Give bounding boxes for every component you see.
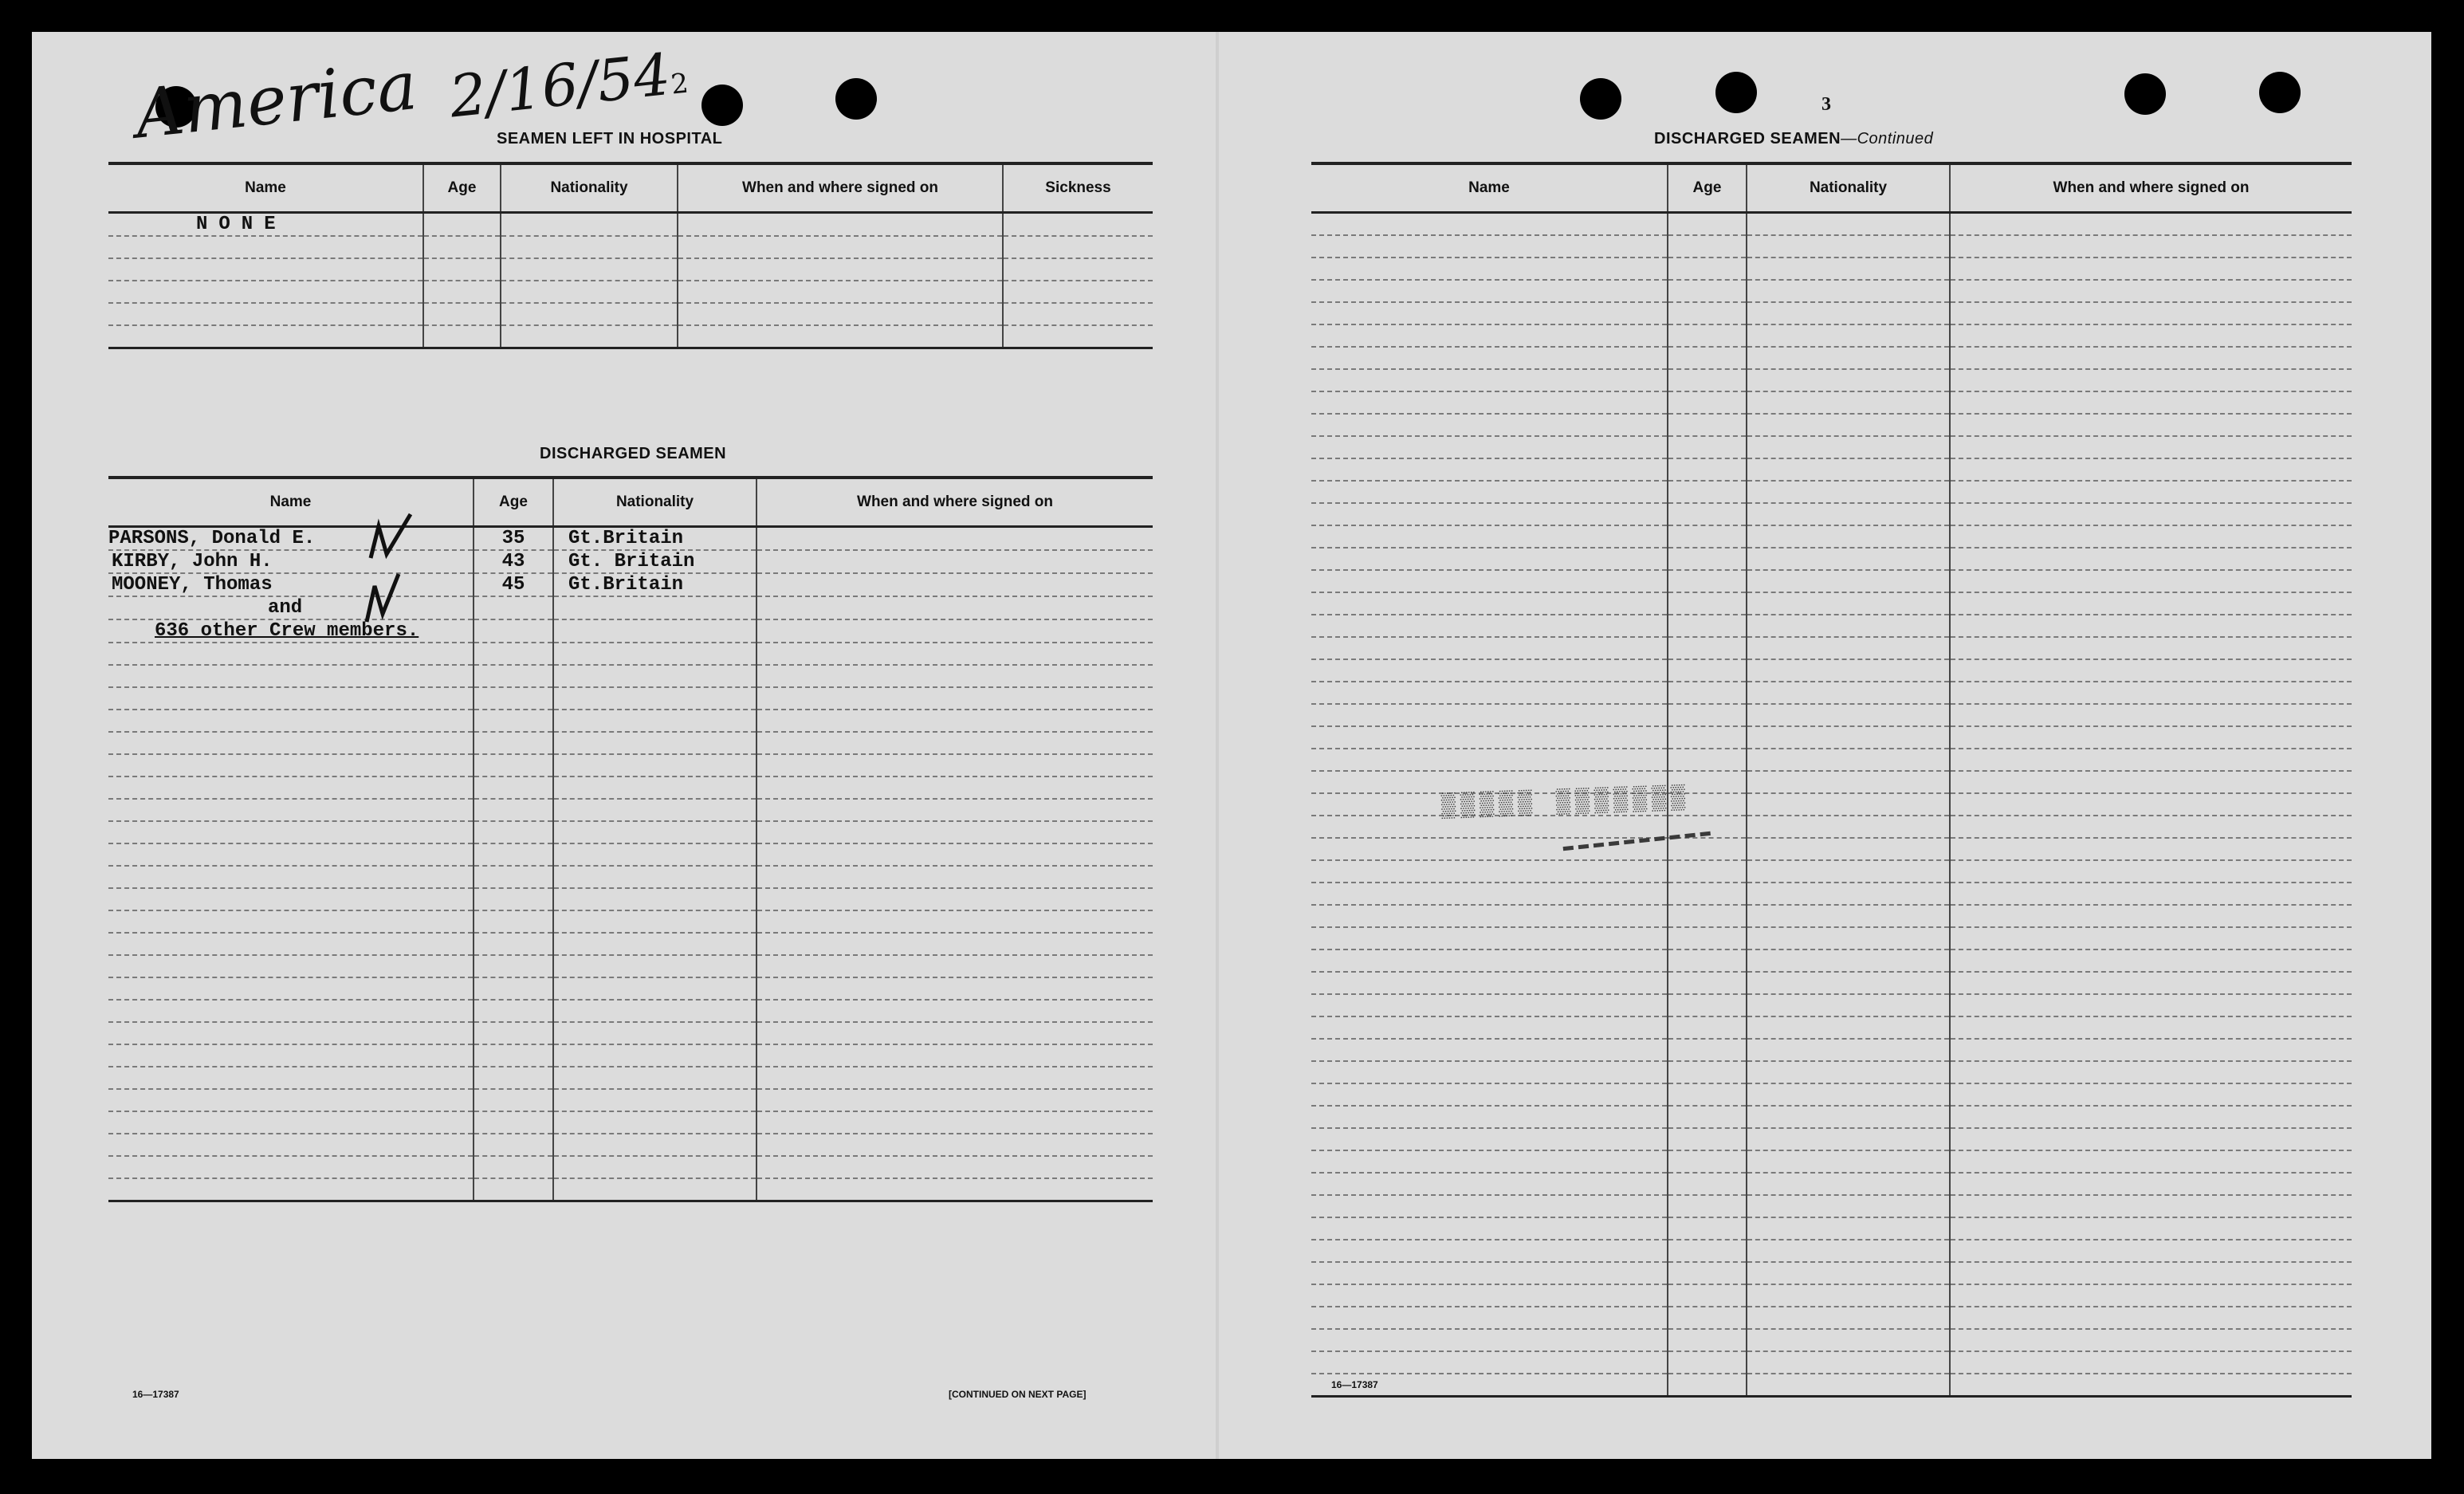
col-nationality-header: Nationality xyxy=(501,163,678,213)
table-row xyxy=(1311,1150,2352,1173)
table-row xyxy=(1311,972,2352,994)
punch-hole xyxy=(2259,72,2301,113)
table-row xyxy=(1311,771,2352,793)
seaman-nationality: Gt.Britain xyxy=(553,527,756,551)
table-row xyxy=(108,866,1153,888)
hospital-table xyxy=(108,162,1153,349)
discharged-section-title: DISCHARGED SEAMEN xyxy=(540,445,727,462)
table-row xyxy=(1311,1284,2352,1307)
table-row xyxy=(1311,838,2352,860)
table-row xyxy=(1311,994,2352,1016)
punch-hole xyxy=(701,85,743,126)
table-row xyxy=(1311,414,2352,436)
table-row xyxy=(1311,213,2352,236)
left-form-code: 16—17387 xyxy=(132,1389,179,1400)
table-row xyxy=(1311,1039,2352,1061)
col-sickness-header: Sickness xyxy=(1003,163,1153,213)
table-row xyxy=(108,955,1153,977)
continued-note: [CONTINUED ON NEXT PAGE] xyxy=(949,1389,1087,1400)
table-row xyxy=(1311,659,2352,682)
col-age-header: Age xyxy=(474,478,553,527)
table-row xyxy=(1311,927,2352,949)
table-row xyxy=(1311,1351,2352,1374)
col-nationality-header: Nationality xyxy=(553,478,756,527)
seaman-name: PARSONS, Donald E. xyxy=(108,527,474,551)
table-row xyxy=(1311,1217,2352,1240)
col-age-header: Age xyxy=(423,163,501,213)
table-row xyxy=(1311,1173,2352,1195)
table-row xyxy=(108,303,1153,325)
table-row xyxy=(1311,258,2352,280)
table-row xyxy=(108,236,1153,258)
hospital-entry-none: NONE xyxy=(108,213,423,237)
seaman-age: 45 xyxy=(474,573,553,596)
col-name-header: Name xyxy=(108,163,423,213)
right-section-title: DISCHARGED SEAMEN—Continued xyxy=(1654,130,1934,147)
table-row xyxy=(1311,1374,2352,1397)
seaman-nationality: Gt.Britain xyxy=(553,573,756,596)
table-row xyxy=(1311,436,2352,458)
table-row xyxy=(108,1156,1153,1178)
table-row xyxy=(1311,592,2352,615)
table-row xyxy=(1311,637,2352,659)
table-row xyxy=(108,687,1153,710)
table-row xyxy=(1311,615,2352,637)
table-row xyxy=(1311,1106,2352,1128)
punch-hole xyxy=(1715,72,1757,113)
table-row xyxy=(1311,548,2352,570)
col-signed-on-header: When and where signed on xyxy=(1950,163,2352,213)
table-row xyxy=(1311,324,2352,347)
table-row xyxy=(108,1067,1153,1089)
table-row xyxy=(108,821,1153,843)
table-row xyxy=(1311,570,2352,592)
table-row xyxy=(1311,525,2352,548)
right-form-code: 16—17387 xyxy=(1331,1379,1378,1390)
page-fold xyxy=(1216,32,1219,1459)
discharged-table xyxy=(108,476,1153,1202)
table-row xyxy=(1311,458,2352,481)
table-row xyxy=(1311,369,2352,391)
table-row xyxy=(1311,682,2352,704)
table-row xyxy=(108,1089,1153,1111)
table-row xyxy=(108,776,1153,799)
table-row xyxy=(108,213,1153,237)
table-row xyxy=(108,643,1153,665)
table-row xyxy=(1311,481,2352,503)
table-row xyxy=(108,665,1153,687)
table-row xyxy=(108,1022,1153,1044)
discharged-continued-table xyxy=(1311,162,2352,1398)
table-row xyxy=(108,732,1153,754)
punch-hole xyxy=(835,78,877,120)
table-row xyxy=(108,799,1153,821)
page-number: 3 xyxy=(1821,94,1831,115)
handwritten-date-suffix: 2 xyxy=(669,67,690,101)
handwritten-date: 2/16/542 xyxy=(446,40,690,131)
table-row xyxy=(108,933,1153,955)
table-row xyxy=(108,281,1153,303)
col-name-header: Name xyxy=(1311,163,1668,213)
table-row xyxy=(1311,1329,2352,1351)
col-signed-on-header: When and where signed on xyxy=(678,163,1003,213)
punch-hole xyxy=(2124,73,2166,115)
table-row xyxy=(1311,1262,2352,1284)
handwritten-check-mark xyxy=(363,510,419,630)
table-row xyxy=(1311,347,2352,369)
table-row xyxy=(1311,1083,2352,1106)
table-row xyxy=(1311,726,2352,749)
col-name-header: Name xyxy=(108,478,474,527)
table-row xyxy=(1311,749,2352,771)
and-text: and xyxy=(108,596,474,619)
seaman-name: MOONEY, Thomas xyxy=(108,573,474,596)
table-row xyxy=(1311,949,2352,972)
table-row xyxy=(108,573,1153,596)
table-row xyxy=(1311,1195,2352,1217)
table-row xyxy=(1311,302,2352,324)
table-row xyxy=(108,754,1153,776)
faded-stamp-mark: ▒▒▒▒▒ ▒▒▒▒▒▒▒ xyxy=(1440,784,1691,821)
table-row xyxy=(108,888,1153,910)
table-row xyxy=(1311,883,2352,905)
table-row xyxy=(108,710,1153,732)
table-row xyxy=(108,910,1153,933)
table-row xyxy=(108,596,1153,619)
seaman-nationality: Gt. Britain xyxy=(553,550,756,573)
table-row xyxy=(108,1178,1153,1201)
table-row xyxy=(108,527,1153,551)
col-nationality-header: Nationality xyxy=(1747,163,1950,213)
table-row xyxy=(1311,235,2352,258)
table-row xyxy=(108,1134,1153,1156)
table-row xyxy=(108,258,1153,281)
other-crew-text: 636 other Crew members. xyxy=(108,619,474,643)
punch-hole xyxy=(1580,78,1621,120)
seaman-age: 43 xyxy=(474,550,553,573)
table-row xyxy=(1311,503,2352,525)
table-row xyxy=(108,1044,1153,1067)
table-row xyxy=(1311,1240,2352,1262)
hospital-section-title: SEAMEN LEFT IN HOSPITAL xyxy=(497,130,723,147)
table-row xyxy=(108,1111,1153,1134)
table-row xyxy=(108,977,1153,1000)
table-row xyxy=(1311,860,2352,883)
faded-stamp-mark: ▬▬▬▬▬▬▬▬▬▬ xyxy=(1562,821,1716,857)
handwritten-ship-name: America xyxy=(132,45,421,154)
table-row xyxy=(108,325,1153,348)
table-row xyxy=(108,619,1153,643)
seaman-age: 35 xyxy=(474,527,553,551)
table-row xyxy=(1311,704,2352,726)
table-row xyxy=(108,550,1153,573)
col-age-header: Age xyxy=(1668,163,1747,213)
table-row xyxy=(1311,391,2352,414)
table-row xyxy=(1311,1307,2352,1329)
table-row xyxy=(1311,1016,2352,1039)
table-row xyxy=(1311,905,2352,927)
seaman-name: KIRBY, John H. xyxy=(108,550,474,573)
table-row xyxy=(1311,280,2352,302)
table-row xyxy=(108,843,1153,866)
table-row xyxy=(1311,1128,2352,1150)
col-signed-on-header: When and where signed on xyxy=(756,478,1153,527)
table-row xyxy=(108,1000,1153,1022)
table-row xyxy=(1311,1061,2352,1083)
